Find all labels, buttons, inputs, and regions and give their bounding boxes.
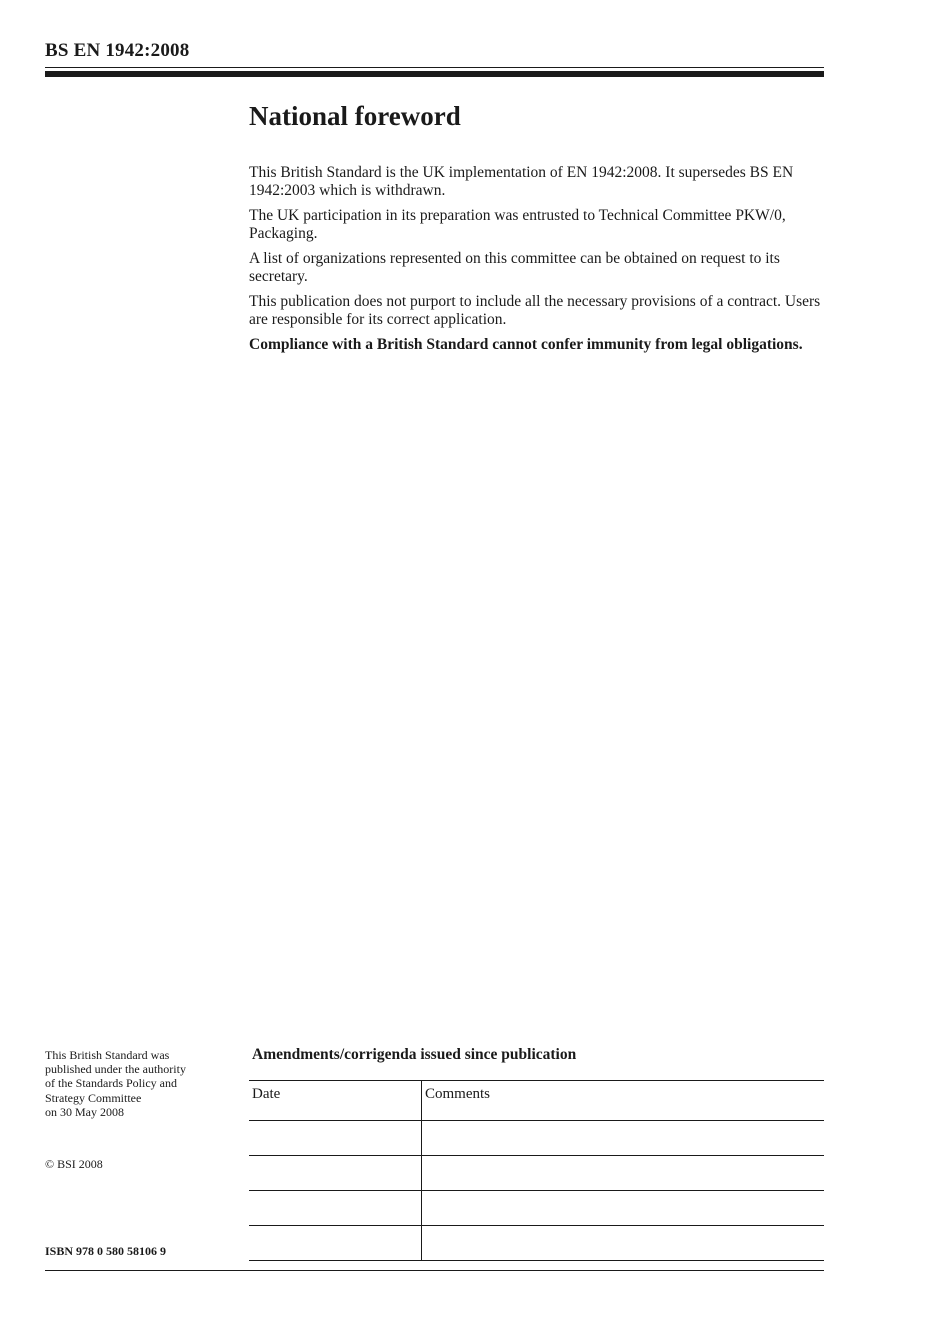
table-cell-comments [422,1156,825,1191]
page-title: National foreword [249,101,461,131]
paragraph-organizations: A list of organizations represented on this committee can be obtained on request to its secretary. [249,250,780,285]
compliance-statement: Compliance with a British Standard cannot confer immunity from legal obligations. [249,336,803,353]
table-cell-comments [422,1121,825,1156]
table-row [249,1121,824,1156]
publication-note-line: on 30 May 2008 [45,1104,124,1119]
table-cell-date [249,1156,422,1191]
table-cell-date [249,1121,422,1156]
column-header-date: Date [249,1081,422,1121]
table-cell-comments [422,1226,825,1261]
paragraph-provisions: This publication does not purport to include all the necessary provisions of a contract. Users are responsible for its correct application. [249,293,821,328]
table-cell-date [249,1226,422,1261]
amendments-table [249,1080,824,1261]
publication-note-line: published under the authority [45,1062,186,1077]
publication-note-line: This British Standard was [45,1048,170,1062]
table-row [249,1226,824,1261]
header-thick-rule [45,71,824,77]
amendments-title: Amendments/corrigenda issued since publication [252,1046,577,1063]
copyright-notice: © BSI 2008 [45,1157,103,1171]
footer-rule [45,1270,824,1271]
paragraph-committee: The UK participation in its preparation was entrusted to Technical Committee PKW/0, Packaging. [249,207,786,242]
table-row [249,1156,824,1191]
foreword-body [249,164,829,362]
table-row [249,1191,824,1226]
header-thin-rule [45,67,824,68]
publication-note-line: of the Standards Policy and [45,1076,177,1091]
publication-note [45,1048,235,1119]
isbn: ISBN 978 0 580 58106 9 [45,1244,167,1258]
table-cell-comments [422,1191,825,1226]
column-header-comments: Comments [422,1081,825,1121]
publication-note-line: Strategy Committee [45,1090,142,1105]
standard-code: BS EN 1942:2008 [45,40,190,61]
amendments-header-row [249,1081,824,1121]
table-cell-date [249,1191,422,1226]
paragraph-implementation: This British Standard is the UK implementation of EN 1942:2008. It supersedes BS EN 1942:2003 which is withdrawn. [249,164,794,199]
